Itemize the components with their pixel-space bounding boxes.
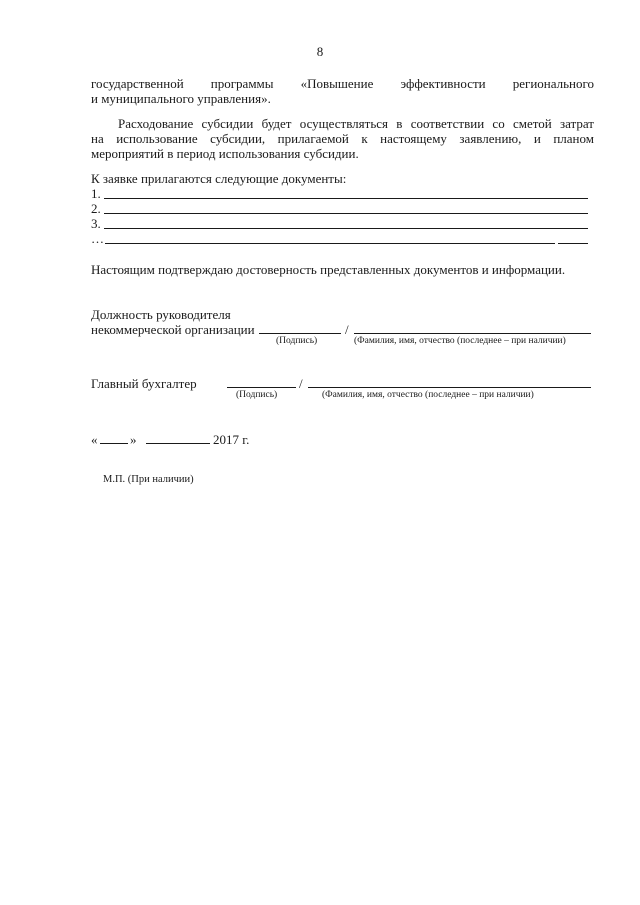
p1-word: «Повышение [300,76,374,91]
blank-line [105,243,555,244]
head-signature-caption: (Подпись) [276,336,318,346]
paragraph-1-line-1 [91,76,594,91]
accountant-slash: / [299,376,303,391]
accountant-name-line [308,387,591,388]
attachments-heading: К заявке прилагаются следующие документы: [91,171,347,186]
p1-word: регионального [512,76,595,91]
blank-line [104,198,588,199]
attachment-number: … [91,231,104,246]
date-close-quote: » [130,432,137,447]
head-signature-line [259,333,341,334]
accountant-signature-caption: (Подпись) [236,390,278,400]
head-title-line-2: некоммерческой организации [91,322,255,337]
date-day-line [100,443,128,444]
head-slash: / [345,322,349,337]
date-month-line [146,443,210,444]
paragraph-2-line-2: на использование субсидии, прилагаемой к настоящему заявлению, и планом [91,131,594,146]
blank-line [558,243,588,244]
attachment-number: 2. [91,201,101,216]
accountant-signature-line [227,387,296,388]
attachment-line-1 [91,186,588,201]
attachment-line-more [91,231,588,246]
attachment-line-2 [91,201,588,216]
paragraph-2-line-1: Расходование субсидии будет осуществляться в соответствии со сметой затрат [118,116,594,131]
p1-word: программы [210,76,274,91]
paragraph-2-line-3: мероприятий в период использования субсидии. [91,146,359,161]
confirmation-text: Настоящим подтверждаю достоверность представленных документов и информации. [91,262,566,277]
attachment-number: 3. [91,216,101,231]
blank-line [104,228,588,229]
attachment-line-3 [91,216,588,231]
date-year: 2017 г. [213,432,250,447]
accountant-name-caption: (Фамилия, имя, отчество (последнее – при наличии) [322,390,534,400]
accountant-title: Главный бухгалтер [91,376,197,391]
seal-note: М.П. (При наличии) [103,474,194,485]
head-name-caption: (Фамилия, имя, отчество (последнее – при наличии) [354,336,566,346]
p1-word: эффективности [400,76,486,91]
attachment-number: 1. [91,186,101,201]
head-title-line-1: Должность руководителя [91,307,231,322]
page-number: 8 [316,44,324,59]
date-open-quote: « [91,432,98,447]
head-name-line [354,333,591,334]
paragraph-1-line-2: и муниципального управления». [91,91,271,106]
blank-line [104,213,588,214]
p1-word: государственной [91,76,184,91]
